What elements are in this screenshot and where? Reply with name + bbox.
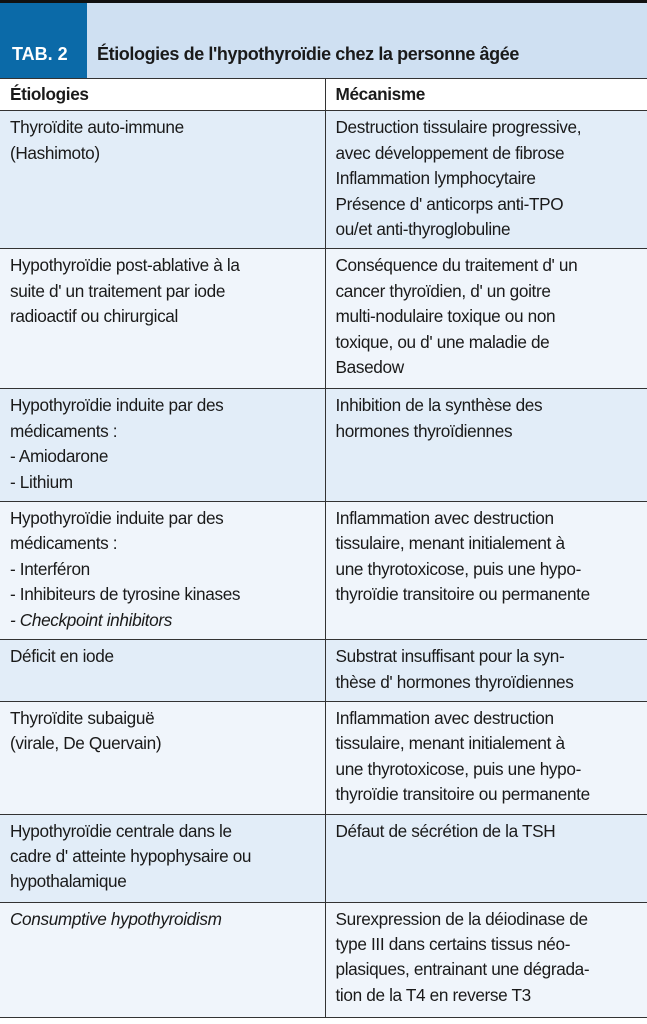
cell-text-line: Hypothyroïdie induite par des — [10, 508, 224, 529]
table-row — [0, 902, 647, 1017]
etiologie-cell — [0, 640, 325, 702]
cell-text-line: Inflammation lymphocytaire — [335, 168, 536, 189]
mecanisme-cell — [325, 249, 647, 389]
cell-text-line: radioactif ou chirurgical — [10, 306, 178, 327]
etiologie-cell — [0, 389, 325, 502]
cell-text-line: thyroïdie transitoire ou permanente — [335, 584, 590, 605]
mecanisme-cell — [325, 902, 647, 1017]
cell-text-line: thyroïdie transitoire ou permanente — [335, 784, 590, 805]
cell-text-line: avec développement de fibrose — [335, 142, 565, 163]
cell-text-line: Basedow — [335, 357, 404, 378]
cell-text-line: cadre d' atteinte hypophysaire ou — [10, 845, 252, 866]
cell-text-line: une thyrotoxicose, puis une hypo- — [335, 558, 581, 579]
table-row — [0, 389, 647, 502]
cell-text-line: (virale, De Quervain) — [10, 733, 162, 754]
table-number-badge: TAB. 2 — [0, 3, 87, 78]
cell-text-line: Consumptive hypothyroidism — [10, 908, 222, 929]
column-header-mecanisme: Mécanisme — [325, 79, 647, 111]
cell-text-line: Hypothyroïdie induite par des — [10, 395, 224, 416]
cell-text-line: toxique, ou d' une maladie de — [335, 331, 550, 352]
cell-text-line: médicaments : — [10, 420, 118, 441]
mecanisme-cell — [325, 389, 647, 502]
cell-text-line: - Inhibiteurs de tyrosine kinases — [10, 584, 241, 605]
table-title: Étiologies de l'hypothyroïdie chez la personne âgée — [97, 44, 519, 64]
mecanisme-cell — [325, 111, 647, 249]
cell-text-line: Hypothyroïdie post-ablative à la — [10, 255, 240, 276]
cell-text-line: Hypothyroïdie centrale dans le — [10, 820, 232, 841]
cell-text-line: Déficit en iode — [10, 646, 114, 667]
table-row — [0, 502, 647, 640]
mecanisme-cell — [325, 502, 647, 640]
etiologie-cell — [0, 502, 325, 640]
cell-text-line: médicaments : — [10, 533, 118, 554]
cell-text-line: - Lithium — [10, 471, 73, 492]
cell-text-line: Substrat insuffisant pour la syn- — [335, 646, 565, 667]
cell-text-line: tion de la T4 en reverse T3 — [335, 984, 531, 1005]
cell-text-line: - Checkpoint inhibitors — [10, 609, 172, 630]
etiologie-cell — [0, 249, 325, 389]
cell-text-line: Conséquence du traitement d' un — [335, 255, 578, 276]
cell-text-line: Surexpression de la déiodinase de — [335, 908, 588, 929]
cell-text-line: cancer thyroïdien, d' un goitre — [335, 280, 551, 301]
cell-text-line: - Amiodarone — [10, 446, 109, 467]
mecanisme-cell — [325, 640, 647, 702]
cell-text-line: Thyroïdite subaiguë — [10, 707, 155, 728]
cell-text-line: Défaut de sécrétion de la TSH — [335, 820, 556, 841]
cell-text-line: Thyroïdite auto-immune — [10, 117, 184, 138]
cell-text-line: thèse d' hormones thyroïdiennes — [335, 671, 574, 692]
table-row — [0, 701, 647, 814]
mecanisme-cell — [325, 814, 647, 902]
cell-text-line: type III dans certains tissus néo- — [335, 933, 571, 954]
cell-text-line: Présence d' anticorps anti-TPO — [335, 193, 564, 214]
cell-text-line: Destruction tissulaire progressive, — [335, 117, 582, 138]
cell-text-line: multi-nodulaire toxique ou non — [335, 306, 556, 327]
cell-text-line: une thyrotoxicose, puis une hypo- — [335, 758, 581, 779]
cell-text-line: tissulaire, menant initialement à — [335, 533, 565, 554]
column-header-etiologies: Étiologies — [0, 79, 325, 111]
etiologie-cell — [0, 111, 325, 249]
mecanisme-cell — [325, 701, 647, 814]
table-title-bar — [0, 0, 647, 78]
etiologies-table — [0, 78, 647, 1018]
table-row — [0, 640, 647, 702]
cell-text-line: ou/et anti-thyroglobuline — [335, 219, 511, 240]
cell-text-line: Inflammation avec destruction — [335, 707, 554, 728]
table-row — [0, 249, 647, 389]
cell-text-line: Inflammation avec destruction — [335, 508, 554, 529]
etiologie-cell — [0, 902, 325, 1017]
cell-text-line: hypothalamique — [10, 871, 127, 892]
etiologie-cell — [0, 814, 325, 902]
cell-text-line: (Hashimoto) — [10, 142, 100, 163]
cell-text-line: tissulaire, menant initialement à — [335, 733, 565, 754]
etiologie-cell — [0, 701, 325, 814]
table-row — [0, 111, 647, 249]
cell-text-line: - Interféron — [10, 558, 90, 579]
cell-text-line: plasiques, entrainant une dégrada- — [335, 959, 590, 980]
cell-text-line: suite d' un traitement par iode — [10, 280, 226, 301]
cell-text-line: hormones thyroïdiennes — [335, 420, 513, 441]
table-header-row — [0, 79, 647, 111]
cell-text-line: Inhibition de la synthèse des — [335, 395, 543, 416]
table-row — [0, 814, 647, 902]
